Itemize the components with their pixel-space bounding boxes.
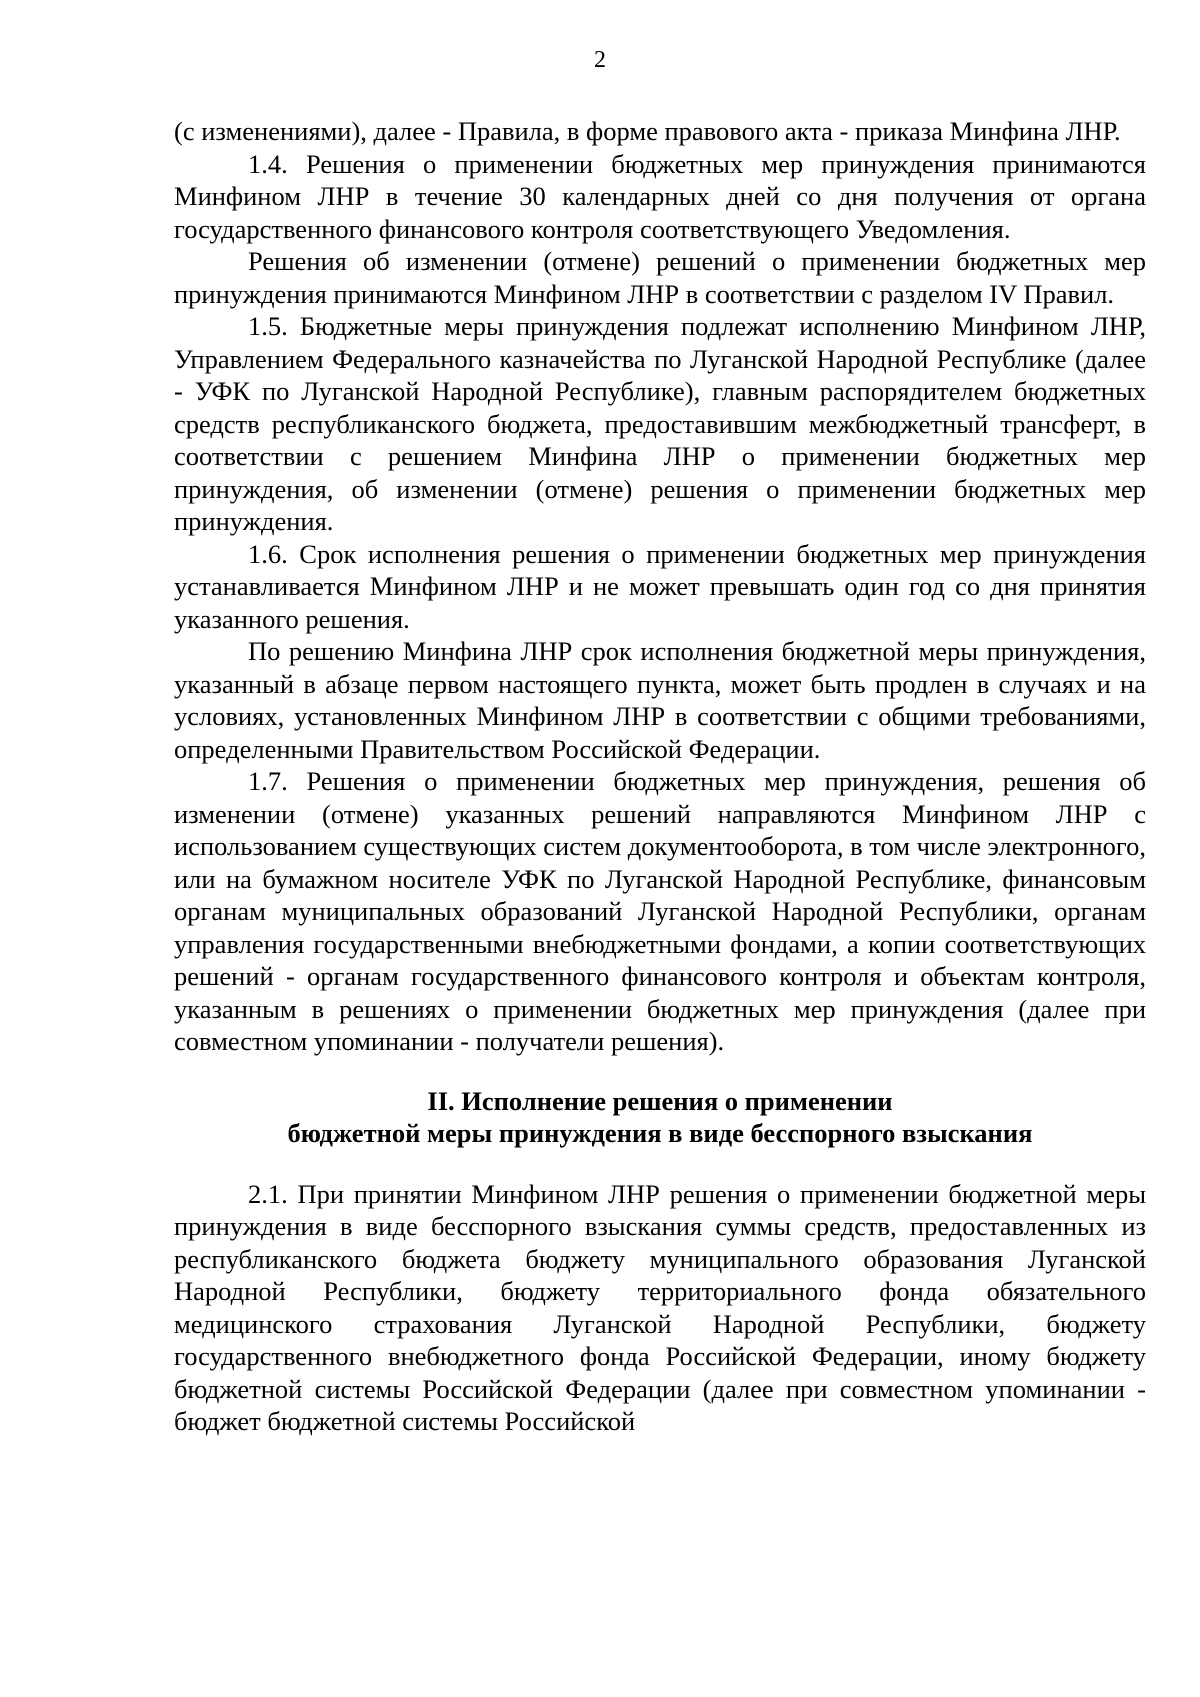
- paragraph-1-6: 1.6. Срок исполнения решения о применении бюджетных мер принуждения устанавливается Минфином ЛНР и не может превышать один год со дня принятия указанного решения.: [174, 538, 1146, 634]
- paragraph-1-5: 1.5. Бюджетные меры принуждения подлежат исполнению Минфином ЛНР, Управлением Федерального казначейства по Луганской Народной Республике (далее - УФК по Луганской Народной Республике), главным распорядителем бюджетных средств республиканского бюджета, предоставившим межбюджетный трансферт, в соответствии с решением Минфина ЛНР о применении бюджетных мер принуждения, об изменении (отмене) решения о применении бюджетных мер принуждения.: [174, 311, 1146, 536]
- paragraph-1-4: 1.4. Решения о применении бюджетных мер принуждения принимаются Минфином ЛНР в течение 30 календарных дней со дня получения от органа государственного финансового контроля соответствующего Уведомления.: [174, 148, 1146, 244]
- section-heading-line-2: бюджетной меры принуждения в виде бесспорного взыскания: [287, 1118, 1033, 1148]
- section-heading: [174, 1085, 1146, 1150]
- paragraph: (с изменениями), далее - Правила, в форме правового акта - приказа Минфина ЛНР.: [174, 116, 1121, 146]
- page-number: 2: [594, 47, 606, 73]
- paragraph: По решению Минфина ЛНР срок исполнения бюджетной меры принуждения, указанный в абзаце первом настоящего пункта, может быть продлен в случаях и на условиях, установленных Минфином ЛНР в соответствии с общими требованиями, определенными Правительством Российской Федерации.: [174, 636, 1146, 764]
- paragraph-2-1: 2.1. При принятии Минфином ЛНР решения о применении бюджетной меры принуждения в виде бесспорного взыскания суммы средств, предоставленных из республиканского бюджета бюджету муниципального образования Луганской Народной Республики, бюджету территориального фонда обязательного медицинского страхования Луганской Народной Республики, бюджету государственного внебюджетного фонда Российской Федерации, иному бюджету бюджетной системы Российской Федерации (далее при совместном упоминании - бюджет бюджетной системы Российской: [174, 1178, 1146, 1436]
- paragraph: Решения об изменении (отмене) решений о применении бюджетных мер принуждения принимаются Минфином ЛНР в соответствии с разделом IV Правил.: [174, 246, 1146, 309]
- paragraph-1-7: 1.7. Решения о применении бюджетных мер принуждения, решения об изменении (отмене) указанных решений направляются Минфином ЛНР с использованием существующих систем документооборота, в том числе электронного, или на бумажном носителе УФК по Луганской Народной Республике, финансовым органам муниципальных образований Луганской Народной Республики, органам управления государственными внебюджетными фондами, а копии соответствующих решений - органам государственного финансового контроля и объектам контроля, указанным в решениях о применении бюджетных мер принуждения (далее при совместном упоминании - получатели решения).: [174, 766, 1147, 1056]
- document-body: [174, 115, 1146, 1438]
- section-heading-line-1: II. Исполнение решения о применении: [427, 1085, 893, 1116]
